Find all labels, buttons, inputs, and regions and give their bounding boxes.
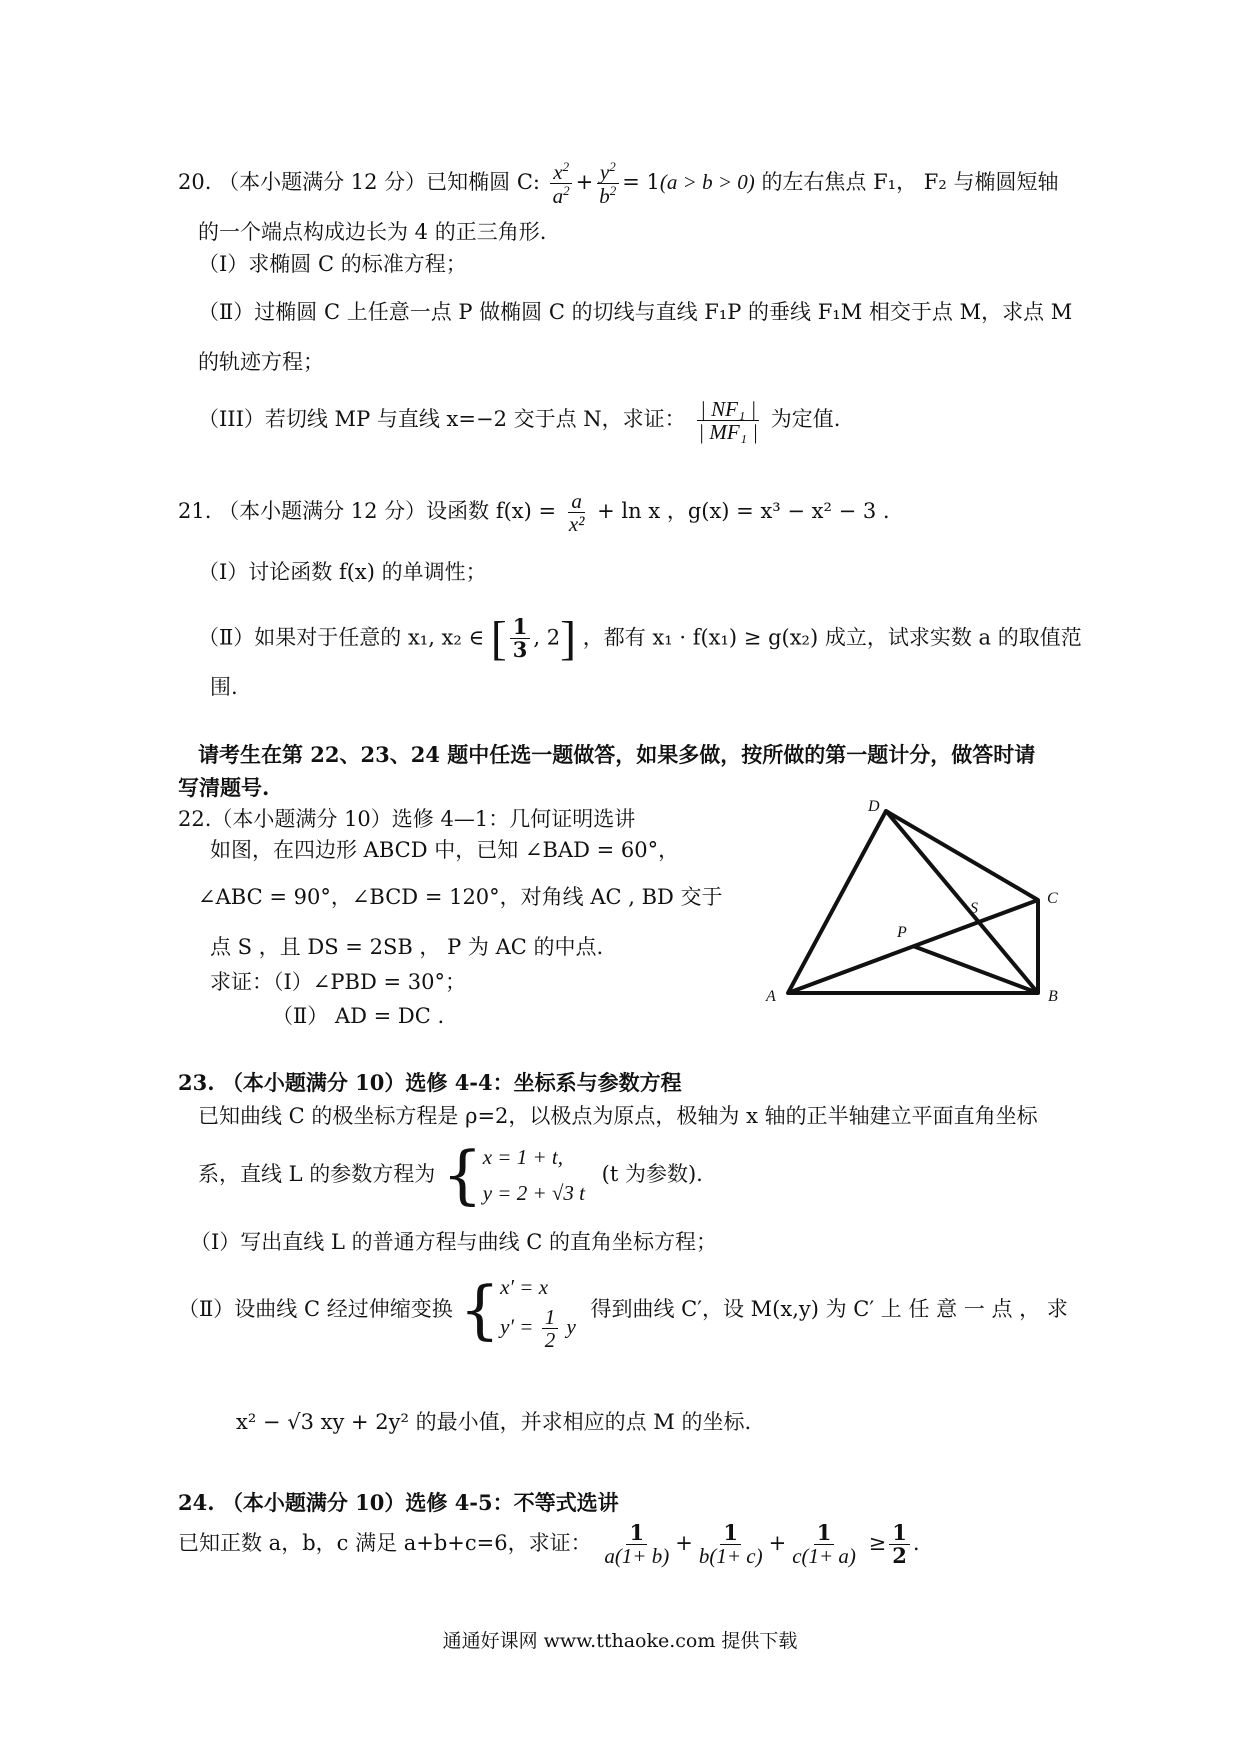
- q23-part1: （Ⅰ）写出直线 L 的普通方程与曲线 C 的直角坐标方程；: [190, 1230, 718, 1254]
- q20-tail: 的左右焦点 F₁， F₂ 与椭圆短轴: [761, 170, 1059, 195]
- q20-part2b: 的轨迹方程；: [198, 350, 324, 374]
- q23-heading: 23. （本小题满分 10）选修 4-4：坐标系与参数方程: [178, 1070, 682, 1095]
- label-c: C: [1047, 890, 1058, 907]
- footer-source: 通通好课网 www.tthaoke.com 提供下载: [442, 1630, 798, 1652]
- q21-part2-text: （Ⅱ）如果对于任意的 x₁, x₂ ∈: [198, 625, 485, 650]
- q22-line1: 如图，在四边形 ABCD 中，已知 ∠BAD = 60°，: [210, 838, 680, 862]
- frac-numerator: a: [568, 490, 585, 513]
- q20-part3: [198, 398, 840, 443]
- scale-eq-y: y′ = $\frac{1}{2}$ y: [500, 1304, 576, 1352]
- param-eq-y: y = 2 + √3 t: [482, 1180, 585, 1205]
- q23-line2-text: 系，直线 L 的参数方程为: [198, 1162, 436, 1187]
- q20-line1: 20. （本小题满分 12 分）已知椭圆 C: $\frac{x^2}{a^2}$ + $\frac{y^2}{b^2}$ = 1(a > b > 0) 的左右焦点 F₁， F₂ 与椭圆短轴: [178, 159, 1059, 209]
- parametric-system: [483, 1140, 585, 1211]
- scaling-system: [500, 1270, 576, 1351]
- ratio-denominator: | MF₁ |: [698, 420, 759, 445]
- q23-line1: 已知曲线 C 的极坐标方程是 ρ=2，以极点为原点，极轴为 x 轴的正半轴建立平面直角坐标: [198, 1104, 1038, 1128]
- param-eq-x: x = 1 + t,: [482, 1145, 563, 1169]
- label-s: S: [970, 900, 978, 917]
- q23-part2-text: （Ⅱ）设曲线 C 经过伸缩变换: [178, 1296, 453, 1321]
- q21-line1: [178, 490, 890, 535]
- notice-line1: 请考生在第 22、23、24 题中任选一题做答，如果多做，按所做的第一题计分，做答时请: [198, 742, 1036, 767]
- q20-condition: (a > b > 0): [659, 170, 755, 195]
- q20-part3-text: （III）若切线 MP 与直线 x=−2 交于点 N，求证：: [198, 407, 686, 432]
- q24-line1: 已知正数 a，b，c 满足 a+b+c=6，求证： $\frac{1}{a(1+ b)}$ + $\frac{1}{b(1+ c)}$ + $\frac{1}{c(1+ a)}$ ≥ $\frac{1}{2}$ .: [178, 1520, 920, 1569]
- ratio-numerator: | NF₁ |: [697, 398, 759, 421]
- q23-part2: （Ⅱ）设曲线 C 经过伸缩变换 { x′ = x y′ = $\frac{1}{2}$ y 得到曲线 C′，设 M(x,y) 为 C′ 上 任 意 一 点 ， 求: [178, 1270, 1068, 1351]
- q22-line4: 求证：（Ⅰ）∠PBD = 30°；: [210, 970, 466, 994]
- q23-line2: 系，直线 L 的参数方程为 { x = 1 + t, y = 2 + √3 t (t 为参数).: [198, 1138, 703, 1213]
- interval-start: $\frac{1}{3}$: [510, 616, 531, 661]
- q24-heading: 24. （本小题满分 10）选修 4-5：不等式选讲: [178, 1490, 619, 1515]
- q22-line5: （Ⅱ） AD = DC .: [272, 1004, 445, 1028]
- q23-part2c: x² − √3 xy + 2y² 的最小值，并求相应的点 M 的坐标.: [236, 1410, 752, 1434]
- ellipse-term-x: $\frac{x^2}{a^2}$: [550, 160, 573, 207]
- interval-end: , 2: [533, 625, 561, 650]
- q20-ratio: [695, 398, 761, 443]
- q20-part1: （Ⅰ）求椭圆 C 的标准方程；: [198, 252, 467, 276]
- label-b: B: [1048, 988, 1058, 1005]
- q21-number: 21.: [178, 499, 212, 524]
- q20-number: 20.: [178, 170, 212, 195]
- q23-part2-cont: 得到曲线 C′，设 M(x,y) 为 C′ 上 任 意 一 点 ， 求: [590, 1296, 1068, 1321]
- label-d: D: [868, 798, 880, 815]
- ellipse-term-y: $\frac{y^2}{b^2}$: [596, 160, 619, 207]
- q21-functions: + ln x ，g(x) = x³ − x² − 3 .: [597, 499, 890, 524]
- q24-frac-1: $\frac{1}{a(1+ b)}$: [604, 1520, 670, 1569]
- q22-line2: ∠ABC = 90°，∠BCD = 120°，对角线 AC , BD 交于: [198, 885, 723, 909]
- q21-part1: （Ⅰ）讨论函数 f(x) 的单调性；: [198, 560, 487, 584]
- q20-part2a: （Ⅱ）过椭圆 C 上任意一点 P 做椭圆 C 的切线与直线 F₁P 的垂线 F₁M 相交于点 M，求点 M: [198, 300, 1073, 324]
- frac-denominator: x²: [568, 512, 585, 537]
- notice-line2: 写清题号.: [178, 775, 270, 800]
- q24-frac-result: $\frac{1}{2}$: [889, 1522, 910, 1567]
- q21-heading: （本小题满分 12 分）设函数 f(x) =: [218, 499, 557, 524]
- label-p: P: [897, 924, 907, 941]
- q24-text: 已知正数 a，b，c 满足 a+b+c=6，求证：: [178, 1531, 592, 1556]
- q21-part2c: 围.: [210, 675, 238, 699]
- q20-heading: （本小题满分 12 分）已知椭圆 C:: [218, 170, 540, 195]
- q22-heading: 22.（本小题满分 10）选修 4—1：几何证明选讲: [178, 807, 636, 831]
- q20-part3-end: 为定值.: [770, 407, 841, 432]
- q21-part2: （Ⅱ）如果对于任意的 x₁, x₂ ∈ [ $\frac{1}{3}$ , 2] ，都有 x₁ · f(x₁) ≥ g(x₂) 成立，试求实数 a 的取值范: [198, 612, 1082, 665]
- q23-param-note: (t 为参数).: [601, 1162, 703, 1187]
- q20-line2: 的一个端点构成边长为 4 的正三角形.: [198, 220, 547, 244]
- q22-line3: 点 S ，且 DS = 2SB ， P 为 AC 的中点.: [210, 935, 604, 959]
- quad-abcd: [788, 811, 1038, 993]
- scale-eq-x: x′ = x: [500, 1275, 549, 1299]
- q24-frac-2: $\frac{1}{b(1+ c)}$: [698, 1520, 763, 1569]
- quadrilateral-figure: [760, 795, 1070, 1015]
- q24-frac-3: $\frac{1}{c(1+ a)}$: [792, 1520, 856, 1569]
- label-a: A: [766, 988, 776, 1005]
- q21-part2-cond: ，都有 x₁ · f(x₁) ≥ g(x₂) 成立，试求实数 a 的取值范: [582, 625, 1082, 650]
- q21-frac: [566, 490, 588, 535]
